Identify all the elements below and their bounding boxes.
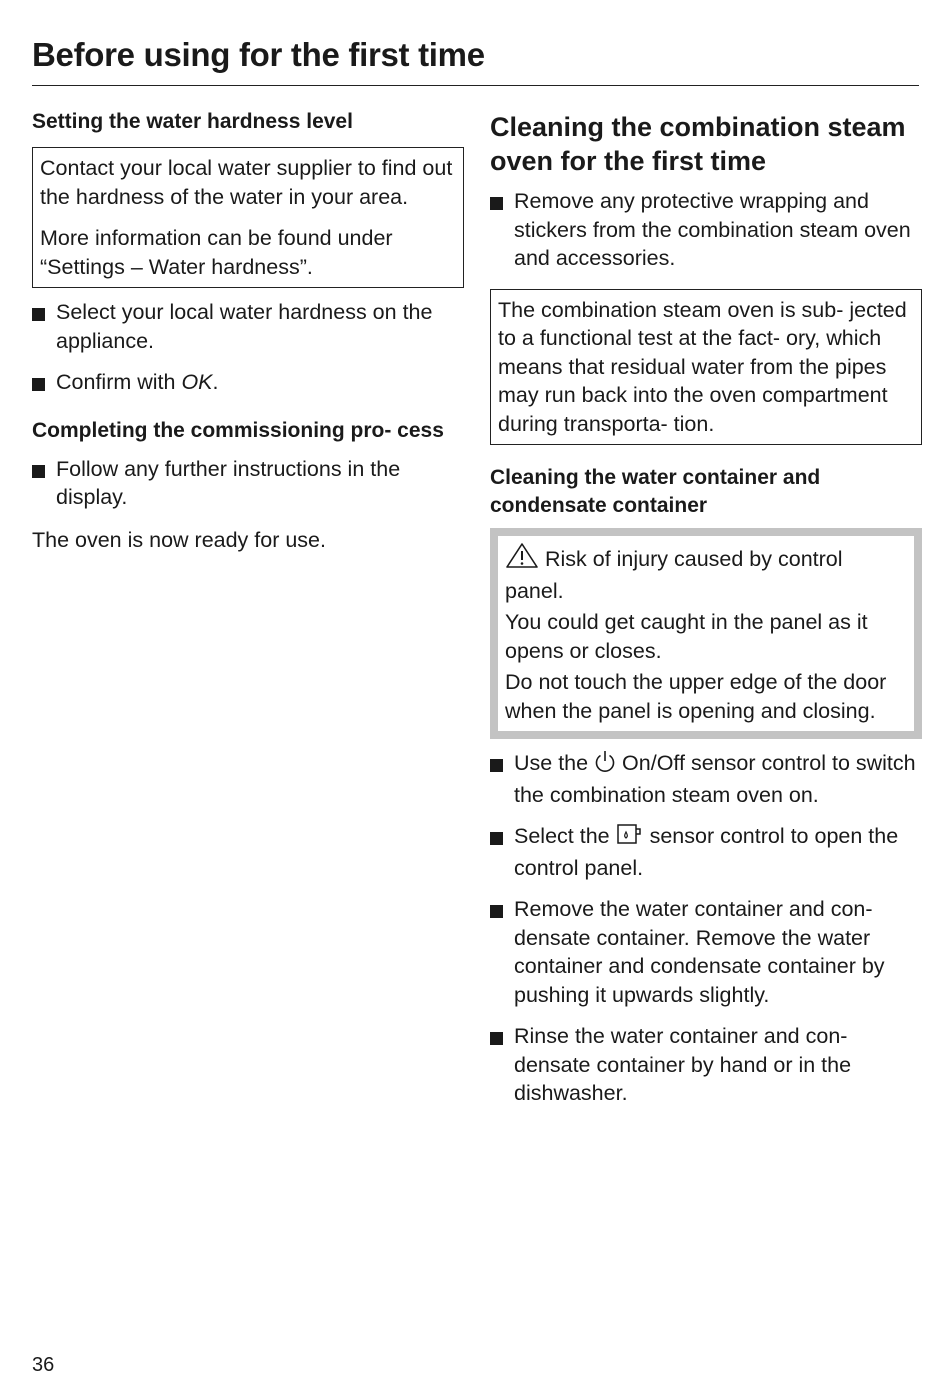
note-paragraph: The combination steam oven is sub- jected to a functional test at the fact- ory, which means that residual water from the pipes may run back into the oven compartment during transporta- tion. (498, 297, 907, 436)
water-hardness-heading: Setting the water hardness level (32, 110, 353, 133)
left-column (32, 108, 464, 554)
cleaning-section-title: Cleaning the combination steam oven for the first time (490, 112, 906, 176)
ready-text: The oven is now ready for use. (32, 527, 326, 552)
warning-triangle-icon (505, 542, 539, 577)
commissioning-heading: Completing the commissioning pro- cess (32, 418, 444, 442)
step-select-hardness: Select your local water hardness on the appliance. (32, 298, 464, 355)
step-switch-on: Use the On/Off sensor control to switch the combination steam oven on. (490, 749, 922, 809)
step-rinse-containers: Rinse the water container and con- densate container by hand or in the dishwasher. (490, 1022, 922, 1108)
step-open-panel: Select the sensor control to open the control panel. (490, 822, 922, 882)
functional-test-note (490, 289, 922, 446)
note-paragraph: More information can be found under “Settings – Water hardness”. (40, 226, 393, 279)
bullet-square-icon (490, 905, 503, 918)
water-hardness-note (32, 147, 464, 288)
title-divider (32, 85, 919, 86)
container-sensor-icon (616, 822, 644, 854)
containers-heading: Cleaning the water container and condensate container (490, 466, 821, 517)
warning-line: Do not touch the upper edge of the door when the panel is opening and closing. (505, 670, 887, 723)
step-follow-instructions: Follow any further instructions in the display. (32, 455, 464, 512)
bullet-square-icon (32, 465, 45, 478)
warning-line: Risk of injury caused by control panel. (505, 542, 904, 605)
step-remove-containers: Remove the water container and con- densate container. Remove the water container and condensate container by pushing it upwards slightly. (490, 895, 922, 1009)
warning-box (490, 528, 922, 739)
page-number: 36 (32, 1354, 55, 1376)
note-paragraph: Contact your local water supplier to find out the hardness of the water in your area. (40, 156, 453, 209)
power-icon (594, 749, 616, 781)
page-title: Before using for the first time (32, 36, 485, 73)
bullet-square-icon (32, 378, 45, 391)
step-remove-wrapping: Remove any protective wrapping and stickers from the combination steam oven and accessories. (490, 187, 922, 273)
bullet-square-icon (490, 1032, 503, 1045)
ok-key-label: OK (181, 370, 213, 394)
bullet-square-icon (490, 832, 503, 845)
warning-content (498, 536, 914, 731)
warning-line: You could get caught in the panel as it opens or closes. (505, 610, 868, 663)
bullet-square-icon (490, 759, 503, 772)
right-column (490, 108, 922, 1108)
bullet-square-icon (490, 197, 503, 210)
bullet-square-icon (32, 308, 45, 321)
step-confirm: Confirm with OK. (32, 368, 464, 397)
